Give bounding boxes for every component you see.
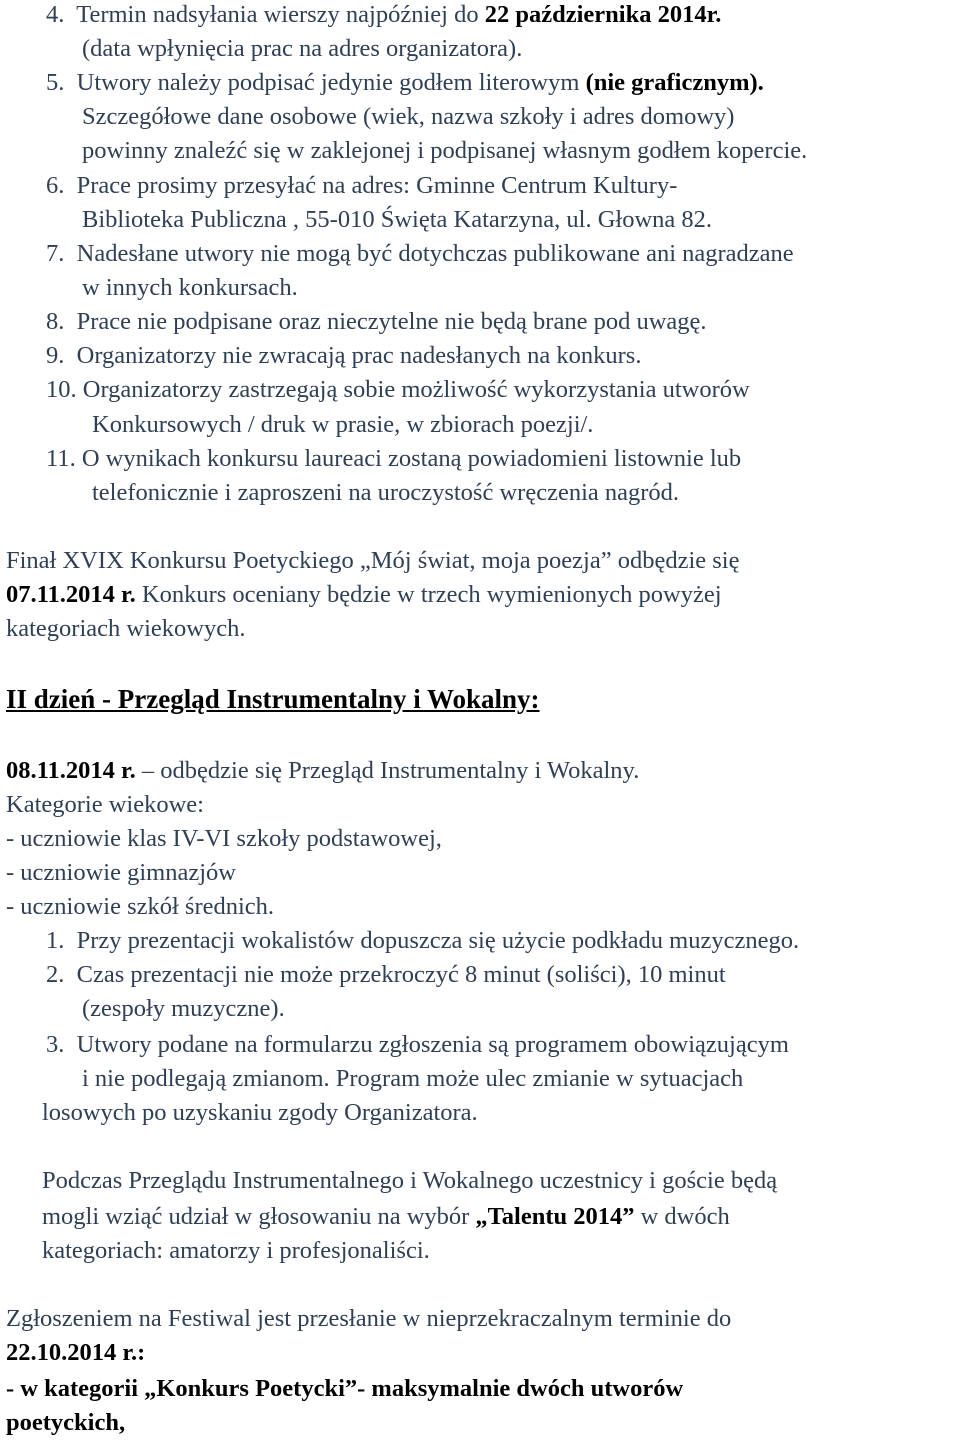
final-line-3: kategoriach wiekowych.	[6, 615, 246, 642]
day2-line: 08.11.2014 r. – odbędzie się Przegląd Instrumentalny i Wokalny.	[6, 757, 640, 784]
rule2-3-line-3: losowych po uzyskaniu zgody Organizatora.	[42, 1099, 478, 1126]
rule-7-line-1: 7. Nadesłane utwory nie mogą być dotychczas publikowane ani nagradzane	[46, 240, 794, 267]
vote-line-3: kategoriach: amatorzy i profesjonaliści.	[42, 1237, 430, 1264]
rule-7-line-2: w innych konkursach.	[82, 274, 298, 301]
category-item: - uczniowie klas IV-VI szkoły podstawowej,	[6, 825, 442, 852]
section-heading: II dzień - Przegląd Instrumentalny i Wokalny:	[6, 684, 540, 714]
final-line-1: Finał XVIX Konkursu Poetyckiego „Mój świat, moja poezja” odbędzie się	[6, 547, 740, 574]
rule-6-line-2: Biblioteka Publiczna , 55-010 Święta Katarzyna, ul. Głowna 82.	[82, 206, 713, 233]
final-line-2: 07.11.2014 r. Konkurs oceniany będzie w trzech wymienionych powyżej	[6, 581, 722, 608]
deadline-bold-1: - w kategorii „Konkurs Poetycki”- maksymalnie dwóch utworów	[6, 1375, 684, 1402]
category-item: - uczniowie szkół średnich.	[6, 893, 275, 920]
rule-10-line-2: Konkursowych / druk w prasie, w zbiorach poezji/.	[92, 411, 594, 438]
deadline-line-1: Zgłoszeniem na Festiwal jest przesłanie w nieprzekraczalnym terminie do	[6, 1305, 732, 1332]
deadline-bold-2: poetyckich,	[6, 1409, 126, 1436]
rule-5-line-3: powinny znaleźć się w zaklejonej i podpisanej własnym godłem kopercie.	[82, 137, 808, 164]
rule-10-line-1: 10. Organizatorzy zastrzegają sobie możliwość wykorzystania utworów	[46, 376, 750, 403]
rule2-3-line-1: 3. Utwory podane na formularzu zgłoszenia są programem obowiązującym	[46, 1031, 789, 1058]
vote-line-1: Podczas Przeglądu Instrumentalnego i Wokalnego uczestnicy i goście będą	[42, 1167, 778, 1194]
category-item: - uczniowie gimnazjów	[6, 859, 236, 886]
rule2-3-line-2: i nie podlegają zmianom. Program może ulec zmianie w sytuacjach	[82, 1065, 744, 1092]
rule2-1-line-1: 1. Przy prezentacji wokalistów dopuszcza się użycie podkładu muzycznego.	[46, 927, 800, 954]
rule-4-line-1: 4. Termin nadsyłania wierszy najpóźniej do 22 października 2014r.	[46, 1, 722, 28]
rule-11-line-2: telefonicznie i zaproszeni na uroczystość wręczenia nagród.	[92, 479, 680, 506]
rule-11-line-1: 11. O wynikach konkursu laureaci zostaną powiadomieni listownie lub	[46, 445, 742, 472]
rule-4-line-2: (data wpłynięcia prac na adres organizatora).	[82, 35, 523, 62]
rule-6-line-1: 6. Prace prosimy przesyłać na adres: Gminne Centrum Kultury-	[46, 172, 678, 199]
rule2-2-line-2: (zespoły muzyczne).	[82, 995, 285, 1022]
categories-label: Kategorie wiekowe:	[6, 791, 204, 818]
rule-9-line-1: 9. Organizatorzy nie zwracają prac nadesłanych na konkurs.	[46, 342, 642, 369]
deadline-date: 22.10.2014 r.:	[6, 1339, 146, 1366]
rule-5-line-1: 5. Utwory należy podpisać jedynie godłem literowym (nie graficznym).	[46, 69, 764, 96]
rule-8-line-1: 8. Prace nie podpisane oraz nieczytelne nie będą brane pod uwagę.	[46, 308, 707, 335]
vote-line-2: mogli wziąć udział w głosowaniu na wybór „Talentu 2014” w dwóch	[42, 1203, 730, 1230]
rule-5-line-2: Szczegółowe dane osobowe (wiek, nazwa szkoły i adres domowy)	[82, 103, 735, 130]
rule2-2-line-1: 2. Czas prezentacji nie może przekroczyć 8 minut (soliści), 10 minut	[46, 961, 726, 988]
